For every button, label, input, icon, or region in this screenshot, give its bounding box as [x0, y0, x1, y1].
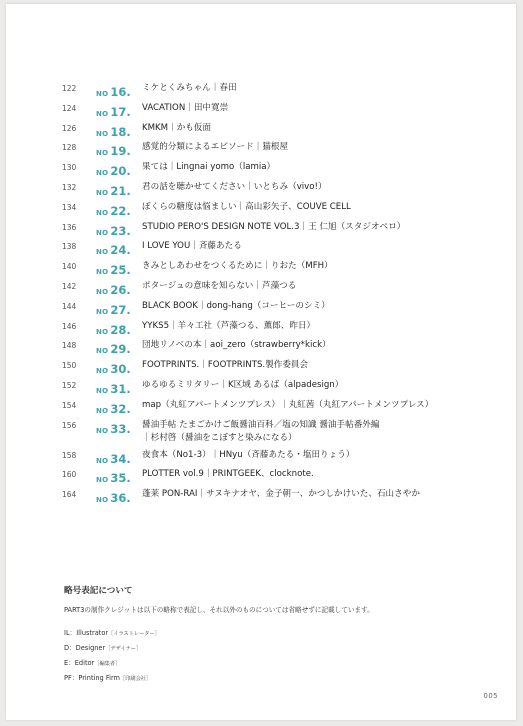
legend-japanese: ［編集者］: [94, 661, 121, 667]
toc-entry-title: [142, 468, 496, 481]
toc-entry-title: [142, 201, 496, 214]
toc-entry: [62, 201, 496, 221]
toc-title-line: BLACK BOOK｜dong-hang（コーヒーのシミ）: [142, 300, 330, 311]
toc-entry-title: [142, 260, 496, 273]
toc-entry: [62, 280, 496, 300]
toc-entry: [62, 320, 496, 340]
toc-entry-title: [142, 122, 496, 135]
toc-entry-number: [96, 180, 131, 199]
legend-japanese: ［デザイナー］: [105, 646, 142, 652]
toc-entry-number: [96, 160, 131, 179]
toc-page-number: 146: [62, 321, 77, 331]
toc-title-line: 感覚的分類によるエピソード｜猫根屋: [142, 142, 289, 153]
toc-entry-title: [142, 141, 496, 154]
toc-page-number: 160: [62, 470, 77, 480]
toc-page-number: 126: [62, 123, 77, 133]
toc-number-prefix: NO: [96, 456, 109, 465]
toc-entry: [62, 468, 496, 488]
toc-number-prefix: NO: [96, 169, 109, 178]
toc-title-line: ｜杉村啓（醤油をこぼすと染みになる）: [142, 432, 297, 443]
toc-title-line: 団地リノベの本｜aoi_zero（strawberry*kick）: [142, 340, 331, 351]
toc-page-number: 144: [62, 301, 77, 311]
toc-entry-title: [142, 102, 496, 115]
toc-entry: [62, 260, 496, 280]
legend-item: [64, 671, 496, 686]
toc-number-value: 33.: [110, 421, 131, 436]
toc-title-line: STUDIO PERO'S DESIGN NOTE VOL.3｜王 仁旭（スタジオペロ）: [142, 221, 406, 232]
toc-number-prefix: NO: [96, 208, 109, 217]
toc-entry-title: [142, 82, 496, 95]
toc-number-prefix: NO: [96, 367, 109, 376]
toc-entry-number: [96, 358, 131, 377]
toc-number-value: 28.: [110, 322, 131, 337]
toc-title-line: ミケとくみちゃん｜春田: [142, 83, 237, 93]
toc-number-value: 27.: [110, 302, 131, 317]
toc-number-value: 17.: [110, 104, 131, 119]
toc-page-number: 158: [62, 450, 77, 460]
toc-page-number: 140: [62, 262, 77, 272]
toc-number-value: 18.: [110, 124, 131, 139]
toc-number-prefix: NO: [96, 109, 109, 118]
toc-entry: [62, 122, 496, 142]
toc-number-value: 30.: [110, 362, 131, 377]
toc-number-value: 19.: [110, 144, 131, 159]
toc-page-number: 122: [62, 84, 77, 93]
toc-title-line: map（丸紅アパートメンツプレス）｜丸紅茜（丸紅アパートメンツプレス）: [142, 399, 434, 410]
legend-japanese: ［イラストレーター］: [108, 631, 160, 637]
toc-number-value: 36.: [110, 491, 131, 506]
legend-abbreviation: PF：Printing Firm: [64, 674, 120, 682]
toc-title-line: きみとしあわせをつくるために｜りおた（MFH）: [142, 261, 333, 272]
toc-entry: [62, 488, 496, 508]
toc-entry-title: [142, 320, 496, 333]
toc-entry-number: [96, 239, 131, 258]
toc-number-prefix: NO: [96, 426, 109, 435]
toc-entry-title: [142, 181, 496, 194]
abbreviation-legend: [64, 584, 496, 686]
toc-entry-number: [96, 81, 131, 100]
toc-number-prefix: NO: [96, 248, 109, 257]
toc-entry: [62, 399, 496, 419]
toc-entry-number: [96, 200, 131, 219]
legend-item: [64, 656, 496, 671]
toc-page-number: 150: [62, 361, 77, 371]
legend-heading: 略号表記について: [64, 586, 133, 596]
toc-page-number: 124: [62, 103, 77, 113]
toc-entry-number: [96, 467, 131, 486]
toc-number-prefix: NO: [96, 228, 109, 237]
toc-page-number: 136: [62, 222, 77, 232]
toc-entry-number: [96, 279, 131, 298]
toc-number-prefix: NO: [96, 406, 109, 415]
toc-entry: [62, 339, 496, 359]
toc-entry-number: [96, 448, 131, 467]
toc-page-number: 134: [62, 202, 77, 212]
toc-number-value: 25.: [110, 263, 131, 278]
toc-entry-title: [142, 161, 496, 174]
toc-title-line: FOOTPRINTS.｜FOOTPRINTS.製作委員会: [142, 360, 309, 371]
toc-entry: [62, 181, 496, 201]
toc-page-number: 154: [62, 400, 77, 410]
toc-entry-number: [96, 101, 131, 120]
toc-page-number: 138: [62, 242, 77, 252]
legend-items: [64, 626, 496, 686]
toc-entry-number: [96, 338, 131, 357]
toc-title-line: VACATION｜田中寛崇: [142, 102, 229, 113]
toc-number-value: 31.: [110, 381, 131, 396]
toc-entry: [62, 359, 496, 379]
toc-number-value: 34.: [110, 451, 131, 466]
toc-entry-number: [96, 220, 131, 239]
toc-number-prefix: NO: [96, 287, 109, 296]
legend-japanese: ［印刷会社］: [120, 676, 152, 682]
toc-title-line: ゆるゆるミリタリー｜K区域 あるば（alpadesign）: [142, 379, 344, 390]
toc-entry: [62, 221, 496, 241]
toc-number-value: 35.: [110, 471, 131, 486]
toc-page-number: 148: [62, 341, 77, 351]
toc-number-value: 32.: [110, 401, 131, 416]
toc-entry-number: [96, 319, 131, 338]
page-number: 005: [483, 692, 498, 700]
toc-page-number: 142: [62, 281, 77, 291]
toc-title-line: 果ては｜Lingnai yomo（lamia）: [142, 162, 276, 173]
toc-entry: [62, 82, 496, 102]
toc-number-prefix: NO: [96, 268, 109, 277]
toc-entry-title: [142, 449, 496, 462]
toc-entry: [62, 449, 496, 469]
legend-abbreviation: IL：Illustrator: [64, 629, 109, 637]
toc-entry-title: [142, 300, 496, 313]
toc-entry-number: [96, 299, 131, 318]
toc-title-line: 夜食本（No1-3）｜HNyu（斉藤あたる・塩田りょう）: [142, 449, 355, 460]
toc-page-number: 152: [62, 380, 77, 390]
toc-page-number: 164: [62, 490, 77, 500]
toc-number-prefix: NO: [96, 149, 109, 158]
toc-page-number: 132: [62, 182, 77, 192]
toc-entry: [62, 300, 496, 320]
toc-number-value: 23.: [110, 223, 131, 238]
legend-item: [64, 641, 496, 656]
toc-number-prefix: NO: [96, 307, 109, 316]
toc-number-value: 22.: [110, 203, 131, 218]
toc-entry-title: [142, 339, 496, 352]
legend-abbreviation: E：Editor: [64, 659, 95, 667]
toc-title-line: KMKM｜かも仮面: [142, 122, 212, 133]
toc-entry-number: [96, 398, 131, 417]
toc-number-value: 24.: [110, 243, 131, 258]
toc-number-value: 21.: [110, 183, 131, 198]
toc-number-prefix: NO: [96, 188, 109, 197]
legend-item: [64, 626, 496, 641]
toc-page-number: 130: [62, 163, 77, 173]
toc-entry: [62, 102, 496, 122]
toc-entry-title: [142, 359, 496, 372]
toc-entry: [62, 240, 496, 260]
toc-page-number: 128: [62, 143, 77, 153]
toc-entry: [62, 379, 496, 399]
toc-entry-title: [142, 221, 496, 234]
toc-entry-number: [96, 140, 131, 159]
toc-number-value: 26.: [110, 282, 131, 297]
table-of-contents: [62, 82, 496, 508]
toc-entry-number: [96, 259, 131, 278]
toc-entry-title: [142, 240, 496, 253]
toc-number-value: 29.: [110, 342, 131, 357]
toc-entry-number: [96, 121, 131, 140]
toc-entry-title: [142, 399, 496, 412]
toc-entry: [62, 161, 496, 181]
toc-number-prefix: NO: [96, 90, 109, 98]
toc-title-line: I LOVE YOU｜斉藤あたる: [142, 241, 242, 252]
toc-entry-title: [142, 280, 496, 293]
toc-title-line: 君の話を聴かせてください｜いとちみ（vivo!）: [142, 181, 327, 192]
toc-entry-title: [142, 419, 496, 445]
toc-number-prefix: NO: [96, 496, 109, 505]
toc-entry-number: [96, 418, 131, 437]
toc-number-prefix: NO: [96, 386, 109, 395]
toc-entry-number: [96, 378, 131, 397]
legend-note: PART3の制作クレジットは以下の略称で表記し、それ以外のものについては省略せずに記載しています。: [64, 606, 374, 614]
toc-title-line: 醤油手帖 たまごかけご飯醤油百科／塩の知識 醤油手帖番外編: [142, 419, 380, 430]
toc-entry: [62, 141, 496, 161]
toc-title-line: YYKS5｜羊々工社（芦藻つる、薫郎、昨日）: [142, 320, 316, 331]
toc-number-value: 16.: [110, 85, 131, 99]
toc-entry-title: [142, 379, 496, 392]
toc-page-number: 156: [62, 420, 77, 430]
toc-number-value: 20.: [110, 164, 131, 179]
toc-entry-number: [96, 487, 131, 506]
toc-number-prefix: NO: [96, 129, 109, 138]
toc-title-line: 蓬莱 PON-RAI｜サヌキナオヤ、金子朝一、かつしかけいた、石山さやか: [142, 489, 420, 500]
legend-abbreviation: D：Designer: [64, 644, 106, 652]
toc-number-prefix: NO: [96, 347, 109, 356]
toc-number-prefix: NO: [96, 476, 109, 485]
toc-title-line: ポタージュの意味を知らない｜芦藻つる: [142, 280, 297, 291]
toc-number-prefix: NO: [96, 327, 109, 336]
document-page: [6, 4, 516, 720]
toc-entry-title: [142, 488, 496, 501]
toc-title-line: ぼくらの糖度は悩ましい｜高山彩矢子、COUVE CELL: [142, 201, 351, 212]
toc-title-line: PLOTTER vol.9｜PRINTGEEK、clocknote.: [142, 469, 314, 480]
toc-entry: [62, 419, 496, 449]
